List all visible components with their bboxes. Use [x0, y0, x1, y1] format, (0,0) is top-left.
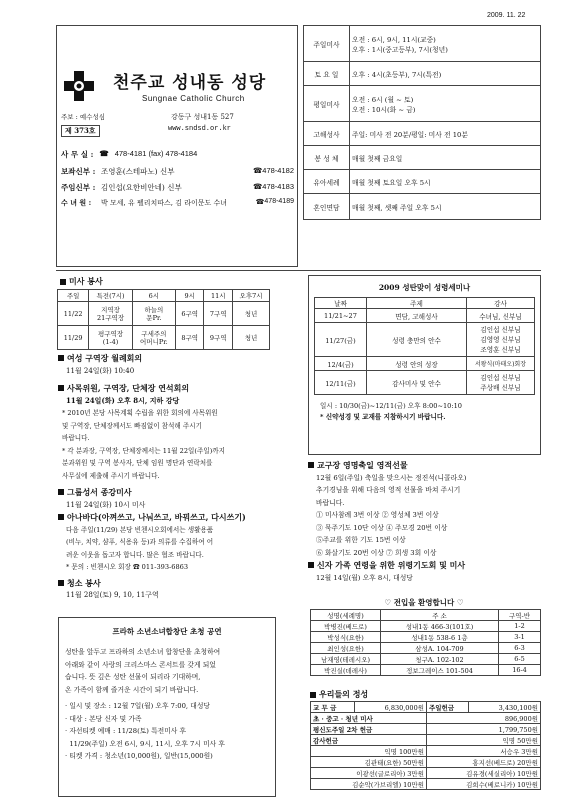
section-body: 바랍니다.	[62, 434, 90, 442]
table-header: 6시	[132, 290, 175, 302]
section-body: 분과위원 및 구역 봉사자, 단체 임원 명단과 연락처를	[62, 459, 213, 467]
section-body: 다음 주일(11/29) 본당 빈첸시오회에서는 생활용품	[66, 525, 214, 534]
section-heading: 신자 가족 연령을 위한 위령기도회 및 미사	[317, 560, 466, 570]
clergy-phone: 478-4182	[262, 166, 294, 175]
section-title	[58, 382, 276, 395]
section-body: 12월 14일(월) 오후 8시, 대성당	[316, 573, 413, 582]
website: www.sndsd.or.kr	[168, 125, 232, 133]
section-body: (비누, 치약, 샴푸, 식용유 등)과 의류를 수집하여 어	[66, 538, 214, 546]
table-cell: 3-1	[499, 632, 541, 643]
table-row	[315, 309, 535, 323]
concert-detail: · 티켓 가격 : 청소년(10,000원), 일반(15,000원)	[65, 752, 213, 760]
table-row	[311, 621, 541, 632]
office-label: 사 무 실 :	[61, 150, 94, 159]
table-header: 주제	[367, 298, 467, 309]
square-bullet-icon	[58, 514, 64, 520]
table-row	[311, 713, 541, 724]
table-cell: 6-5	[499, 654, 541, 665]
table-cell: 6구역	[175, 302, 204, 326]
welcome-table	[310, 609, 541, 676]
schedule-label: 주일미사	[304, 26, 350, 62]
clergy-label: 주임신부 :	[61, 183, 96, 192]
table-row	[311, 632, 541, 643]
section-body: 및 구역장, 단체장께서도 빠짐없이 참석해 주시기	[62, 421, 202, 430]
table-cell: 박진실(데레사)	[311, 665, 381, 676]
seminar-note: 일시 : 10/30(금)~12/11(금) 오후 8:00~10:10	[320, 402, 462, 410]
mass-schedule-table	[303, 25, 541, 220]
section-heading: 아나바다(아껴쓰고, 나눠쓰고, 바꿔쓰고, 다시쓰기)	[67, 512, 246, 522]
section-body: 려운 이웃을 돕고자 합니다. 많은 협조 바랍니다.	[66, 550, 204, 559]
schedule-value: 오전 : 6시, 9시, 11시(교중) 오후 : 1시(중고등부), 7시(청년)	[350, 26, 541, 62]
schedule-label: 혼인면담	[304, 194, 350, 220]
clergy-label: 보좌신부 :	[61, 167, 96, 176]
table-row	[58, 326, 270, 350]
table-cell: 3,430,100원	[469, 702, 541, 713]
concert-detail: 11/29(주일) 오전 6시, 9시, 11시, 오후 7시 미사 후	[65, 739, 225, 748]
table-row	[315, 371, 535, 395]
section-body: * 각 분과장, 구역장, 단체장께서는 11월 22일(주일)까지	[62, 446, 226, 455]
section-body: * 2010년 본당 사목계획 수립을 위한 회의에 사목위원	[62, 409, 218, 417]
section-title	[58, 486, 276, 499]
concert-body: 아래와 같이 사랑의 크리스마스 콘서트를 갖게 되었	[65, 660, 216, 669]
table-cell: 896,900원	[427, 713, 541, 724]
phone-icon: ☎	[255, 198, 265, 206]
section-heading: 여성 구역장 월례회의	[67, 353, 143, 363]
table-cell: 박성식(요한)	[311, 632, 381, 643]
table-cell: 성내1동 466-3(101호)	[381, 621, 499, 632]
table-cell: 성령 충만의 안수	[367, 323, 467, 357]
concert-box	[58, 617, 276, 797]
section-body: ① 미사참례 3번 이상 ② 영성체 3번 이상	[316, 511, 439, 519]
square-bullet-icon	[308, 462, 314, 468]
table-cell: 김희수(베로니카) 10만원	[427, 779, 541, 790]
table-cell: 김인섭 신부님 주상배 신부님	[467, 371, 535, 395]
section-body: 12월 6일(주일) 축일을 맞으시는 정진석(니콜라오)	[316, 473, 467, 482]
table-cell: 삼성A. 104-709	[381, 643, 499, 654]
concert-body: 성탄을 앞두고 프라하의 소년소녀 합창단을 초청하여	[65, 648, 221, 656]
section-body: 바랍니다.	[316, 498, 345, 507]
table-cell: 정보그레이스 101-504	[381, 665, 499, 676]
table-cell: 평구역장 (1-4)	[89, 326, 133, 350]
section-body: ③ 묵주기도 10단 이상 ④ 주모경 20번 이상	[316, 523, 448, 532]
table-row	[311, 768, 541, 779]
clergy-phone: 478-4189	[264, 198, 294, 205]
table-header: 구역-반	[499, 610, 541, 621]
schedule-value: 매월 첫째 금요일	[350, 146, 541, 170]
square-bullet-icon	[310, 692, 316, 698]
table-cell: 11/29	[58, 326, 89, 350]
header-box	[56, 25, 298, 267]
clergy-row	[61, 166, 294, 177]
section-heading: 청소 봉사	[67, 577, 101, 588]
table-header: 강사	[467, 298, 535, 309]
table-cell: 하늘의 문Pr.	[132, 302, 175, 326]
table-cell: 김유경(세실리아) 10만원	[427, 768, 541, 779]
schedule-label: 평일미사	[304, 86, 350, 122]
table-cell: 성령 안의 성장	[367, 357, 467, 371]
concert-detail: · 대상 : 본당 신자 및 가족	[65, 714, 142, 723]
section-body: * 문의 : 빈첸시오 회장 ☎ 011-393-6863	[66, 563, 189, 571]
section-body: 11월 24일(화) 10:40	[66, 366, 135, 375]
table-cell: 감사미사 및 안수	[367, 371, 467, 395]
table-cell: 이광선(글로리아) 3만원	[311, 768, 427, 779]
church-title: 천주교 성내동 성당	[113, 73, 267, 93]
table-cell: 8구역	[175, 326, 204, 350]
table-row	[311, 757, 541, 768]
schedule-label: 봉 성 체	[304, 146, 350, 170]
table-cell: 김인섭 신부님 김영영 신부님 조영훈 신부님	[467, 323, 535, 357]
table-header: 오후7시	[233, 290, 270, 302]
table-cell: 익명 50만원	[427, 735, 541, 746]
offering-table	[310, 701, 541, 790]
section-body: 사무실에 제출해 주시기 바랍니다.	[62, 471, 160, 480]
table-header: 11시	[204, 290, 233, 302]
section-title	[308, 559, 541, 572]
welcome-title: ♡ 전입을 환영합니다 ♡	[384, 598, 464, 607]
table-row	[311, 735, 541, 746]
table-row	[315, 357, 535, 371]
mass-service-table	[57, 289, 270, 350]
office-phone: 478-4181 (fax) 478-4184	[114, 149, 198, 158]
section-title	[310, 689, 368, 700]
section-title	[308, 459, 541, 472]
schedule-value: 오후 : 4시(초등부), 7시(특전)	[350, 62, 541, 86]
table-header: 특전(7시)	[89, 290, 133, 302]
square-bullet-icon	[60, 279, 66, 285]
table-cell: 서승우 3만원	[427, 746, 541, 757]
table-cell: 청년	[233, 326, 270, 350]
seminar-note: * 신약성경 및 교재를 지참하시기 바랍니다.	[320, 413, 446, 421]
table-cell: 6-3	[499, 643, 541, 654]
table-cell: 박병진(베드로)	[311, 621, 381, 632]
schedule-value: 오전 : 6시 (월 ~ 토) 오전 : 10시(화 ~ 금)	[350, 86, 541, 122]
table-cell: 김관태(요한) 50만원	[311, 757, 427, 768]
section-heading: 교구장 영명축일 영적선물	[317, 460, 408, 470]
right-notices	[308, 459, 541, 584]
square-bullet-icon	[308, 562, 314, 568]
table-header: 날짜	[315, 298, 367, 309]
table-row	[311, 643, 541, 654]
table-cell: 평신도주일 2차 헌금	[311, 724, 427, 735]
table-row	[58, 302, 270, 326]
table-cell: 6,830,000원	[355, 702, 427, 713]
table-row	[311, 779, 541, 790]
table-cell: 초 · 중고 · 청년 미사	[311, 713, 427, 724]
clergy-name: 박 모세, 유 펠리치따스, 김 라이문도 수녀	[101, 199, 227, 207]
table-cell: 청년	[233, 302, 270, 326]
table-cell: 11/22	[58, 302, 89, 326]
phone-icon: ☎	[252, 166, 263, 175]
section-title	[58, 352, 276, 365]
table-row	[311, 724, 541, 735]
issue-number: 제 373호	[61, 125, 100, 137]
table-cell: 16-4	[499, 665, 541, 676]
table-row	[311, 665, 541, 676]
schedule-label: 고해성사	[304, 122, 350, 146]
table-row	[315, 323, 535, 357]
table-cell: 9구역	[204, 326, 233, 350]
concert-detail: · 일시 및 장소 : 12월 7일(월) 오후 7:00, 대성당	[65, 702, 210, 710]
address: 강동구 성내1동 527	[171, 113, 234, 121]
square-bullet-icon	[58, 385, 64, 391]
table-cell: 홍지선(베드로) 20만원	[427, 757, 541, 768]
table-cell: 11/27(금)	[315, 323, 367, 357]
issue-date: 2009. 11. 22	[487, 12, 526, 19]
clergy-name: 김인섭(요한비안네) 신부	[101, 183, 182, 192]
cross-logo-icon	[62, 69, 96, 103]
table-row	[311, 702, 541, 713]
schedule-value: 매월 첫째 토요일 오후 5시	[350, 170, 541, 194]
schedule-value: 주일: 미사 전 20분/평일: 미사 전 10분	[350, 122, 541, 146]
schedule-label: 토 요 일	[304, 62, 350, 86]
clergy-row	[61, 198, 294, 208]
table-cell: 주일헌금	[427, 702, 469, 713]
table-cell: 청구A. 102-102	[381, 654, 499, 665]
table-cell: 익명 100만원	[311, 746, 427, 757]
seminar-table	[314, 297, 535, 395]
schedule-label: 유아세례	[304, 170, 350, 194]
table-header: 주 소	[381, 610, 499, 621]
left-notices	[58, 352, 276, 602]
clergy-label: 수 녀 원 :	[61, 198, 92, 207]
table-cell: 김순악(가브리엘) 10만원	[311, 779, 427, 790]
table-cell: 1-2	[499, 621, 541, 632]
table-cell: 구세주의 어머니Pr.	[132, 326, 175, 350]
square-bullet-icon	[58, 489, 64, 495]
section-subtitle: 11월 24일(화) 오후 8시, 지하 강당	[66, 395, 180, 405]
clergy-phone: 478-4183	[262, 182, 294, 191]
office-row	[61, 149, 197, 160]
patron: 주보 : 예수성심	[61, 113, 105, 121]
table-cell: 11/21~27	[315, 309, 367, 323]
section-title	[58, 577, 276, 590]
table-cell: 남재영(테레시오)	[311, 654, 381, 665]
offering-title: 우리들의 정성	[319, 689, 369, 699]
phone-icon: ☎	[99, 149, 109, 158]
table-cell: 최인성(요한)	[311, 643, 381, 654]
divider	[56, 270, 541, 271]
church-title-en: Sungnae Catholic Church	[142, 94, 245, 103]
seminar-box	[308, 275, 541, 455]
square-bullet-icon	[58, 355, 64, 361]
seminar-title: 2009 성탄맞이 성령세미나	[378, 283, 471, 292]
table-header: 성명(세례명)	[311, 610, 381, 621]
table-cell: 서왕식(마태오)회장	[467, 357, 535, 371]
section-body: 11월 28일(토) 9, 10, 11구역	[66, 591, 159, 599]
table-row	[311, 746, 541, 757]
section-body: 추기경님을 위해 다음의 영적 선물을 바쳐 주시기	[316, 486, 461, 494]
table-cell: 성내1동 538-6 1층	[381, 632, 499, 643]
table-cell: 감사헌금	[311, 735, 427, 746]
table-row	[311, 654, 541, 665]
table-cell: 교 무 금	[311, 702, 355, 713]
concert-body: 온 가족이 함께 즐거운 시간이 되기 바랍니다.	[65, 685, 199, 694]
mass-service-title: 미사 봉사	[69, 276, 103, 286]
square-bullet-icon	[58, 580, 64, 586]
table-cell: 1,799,750원	[427, 724, 541, 735]
concert-body: 습니다. 뜻 깊은 성탄 선물이 되리라 기대하며,	[65, 673, 201, 681]
concert-title: 프라하 소년소녀합창단 초청 공연	[112, 627, 222, 636]
section-body: ⑤주교를 위한 기도 15번 이상	[316, 536, 406, 544]
schedule-value: 매월 첫째, 셋째 주일 오후 5시	[350, 194, 541, 220]
section-heading: 사목위원, 구역장, 단체장 연석회의	[67, 383, 190, 393]
table-cell: 7구역	[204, 302, 233, 326]
table-header: 주일	[58, 290, 89, 302]
table-cell: 면담, 고해성사	[367, 309, 467, 323]
section-title	[60, 276, 103, 287]
section-body: 11월 24일(화) 10시 미사	[66, 500, 146, 509]
clergy-row	[61, 182, 294, 193]
phone-icon: ☎	[252, 182, 263, 191]
section-title	[58, 511, 276, 524]
concert-detail: · 자선티켓 예매 : 11/28(토) 특전미사 후	[65, 727, 187, 735]
table-cell: 12/11(금)	[315, 371, 367, 395]
section-body: ⑥ 화살기도 20번 이상 ⑦ 희생 3회 이상	[316, 548, 437, 557]
table-cell: 12/4(금)	[315, 357, 367, 371]
table-cell: 수녀님, 신부님	[467, 309, 535, 323]
table-header: 9시	[175, 290, 204, 302]
table-cell: 지역장 21구역장	[89, 302, 133, 326]
section-heading: 그룹성서 종강미사	[67, 487, 132, 497]
clergy-name: 조영훈(스테파노) 신부	[101, 167, 175, 176]
